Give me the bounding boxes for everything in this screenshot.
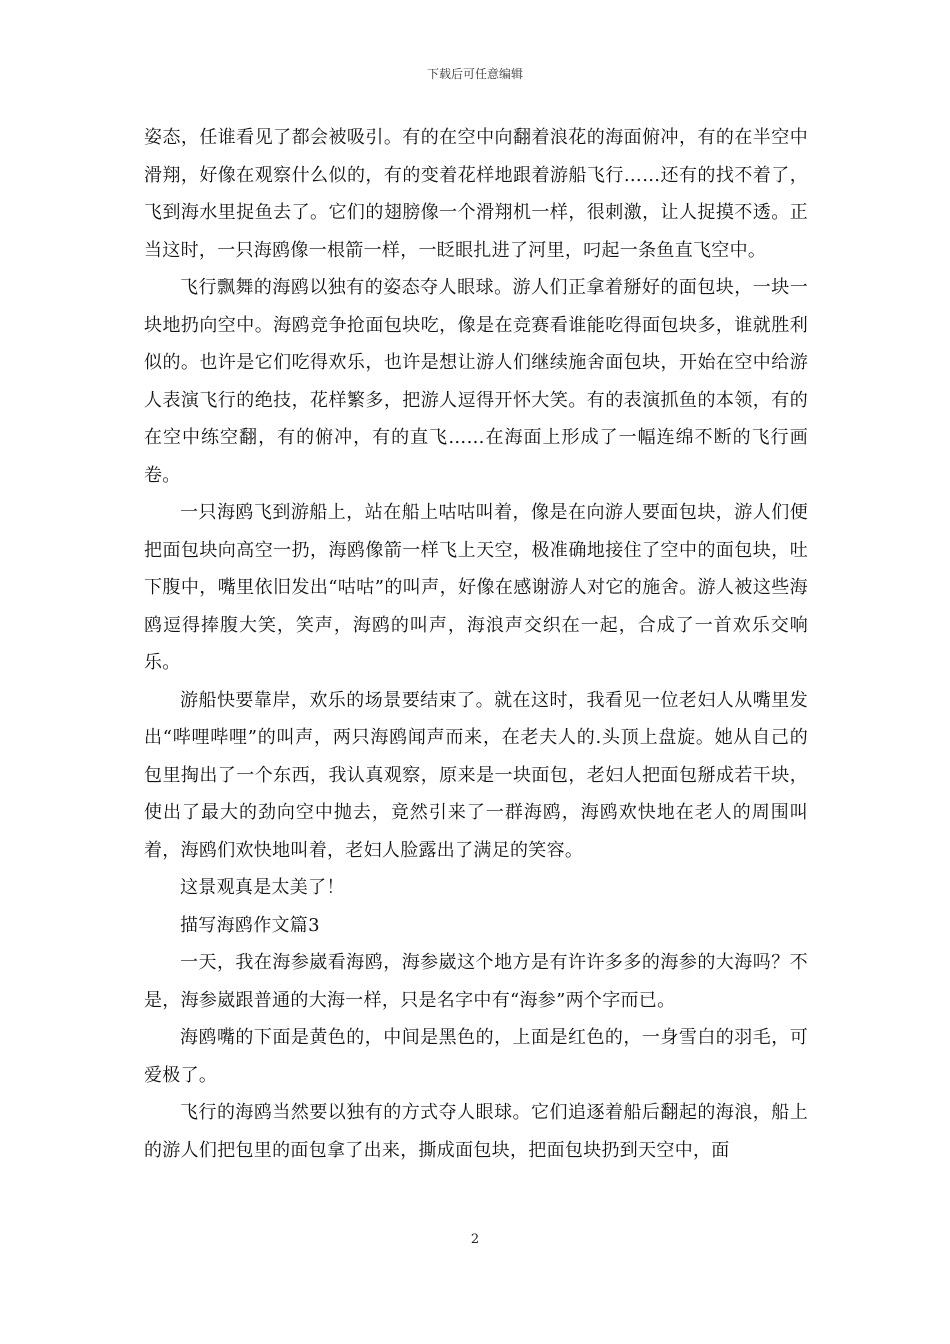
paragraph-3: 一只海鸥飞到游船上，站在船上咕咕叫着，像是在向游人要面包块，游人们便把面包块向高空一扔，海鸥像箭一样飞上天空，极准确地接住了空中的面包块，吐下腹中，嘴里依旧发出“咕咕”的叫声，好像在感谢游人对它的施舍。游人被这些海鸥逗得捧腹大笑，笑声，海鸥的叫声，海浪声交织在一起，合成了一首欢乐交响乐。 [144, 502, 808, 673]
page-header: 下载后可任意编辑 [426, 67, 523, 81]
paragraph-1: 姿态，任谁看见了都会被吸引。有的在空中向翻着浪花的海面俯冲，有的在半空中滑翔，好像在观察什么似的，有的变着花样地跟着游船飞行……还有的找不着了，飞到海水里捉鱼去了。它们的翅膀像一个滑翔机一样，很刺激，让人捉摸不透。正当这时，一只海鸥像一根箭一样，一眨眼扎进了河里，叼起一条鱼直飞空中。 [144, 127, 808, 261]
paragraph-7: 一天，我在海参崴看海鸥，海参崴这个地方是有许许多多的海参的大海吗？不是，海参崴跟普通的大海一样，只是名字中有“海参”两个字而已。 [144, 952, 808, 1011]
paragraph-5: 这景观真是太美了！ [180, 877, 345, 898]
paragraph-2: 飞行飘舞的海鸥以独有的姿态夺人眼球。游人们正拿着掰好的面包块，一块一块地扔向空中。海鸥竞争抢面包块吃，像是在竞赛看谁能吃得面包块多，谁就胜利似的。也许是它们吃得欢乐，也许是想让游人们继续施舍面包块，开始在空中给游人表演飞行的绝技，花样繁多，把游人逗得开怀大笑。有的表演抓鱼的本领，有的在空中练空翻，有的俯冲，有的直飞……在海面上形成了一幅连绵不断的飞行画卷。 [144, 277, 808, 486]
paragraph-4: 游船快要靠岸，欢乐的场景要结束了。就在这时，我看见一位老妇人从嘴里发出“哔哩哔哩”的叫声，两只海鸥闻声而来，在老夫人的.头顶上盘旋。她从自己的包里掏出了一个东西，我认真观察，原来是一块面包，老妇人把面包掰成若干块，使出了最大的劲向空中抛去，竟然引来了一群海鸥，海鸥欢快地在老人的周围叫着，海鸥们欢快地叫着，老妇人脸露出了满足的笑容。 [144, 689, 808, 861]
document-body [144, 119, 808, 1169]
paragraph-8: 海鸥嘴的下面是黄色的，中间是黑色的，上面是红色的，一身雪白的羽毛，可爱极了。 [144, 1027, 808, 1086]
section-heading: 描写海鸥作文篇3 [180, 914, 320, 936]
page-number: 2 [470, 1232, 480, 1247]
paragraph-9: 飞行的海鸥当然要以独有的方式夺人眼球。它们追逐着船后翻起的海浪，船上的游人们把包里的面包拿了出来，撕成面包块，把面包块扔到天空中，面 [144, 1102, 808, 1161]
